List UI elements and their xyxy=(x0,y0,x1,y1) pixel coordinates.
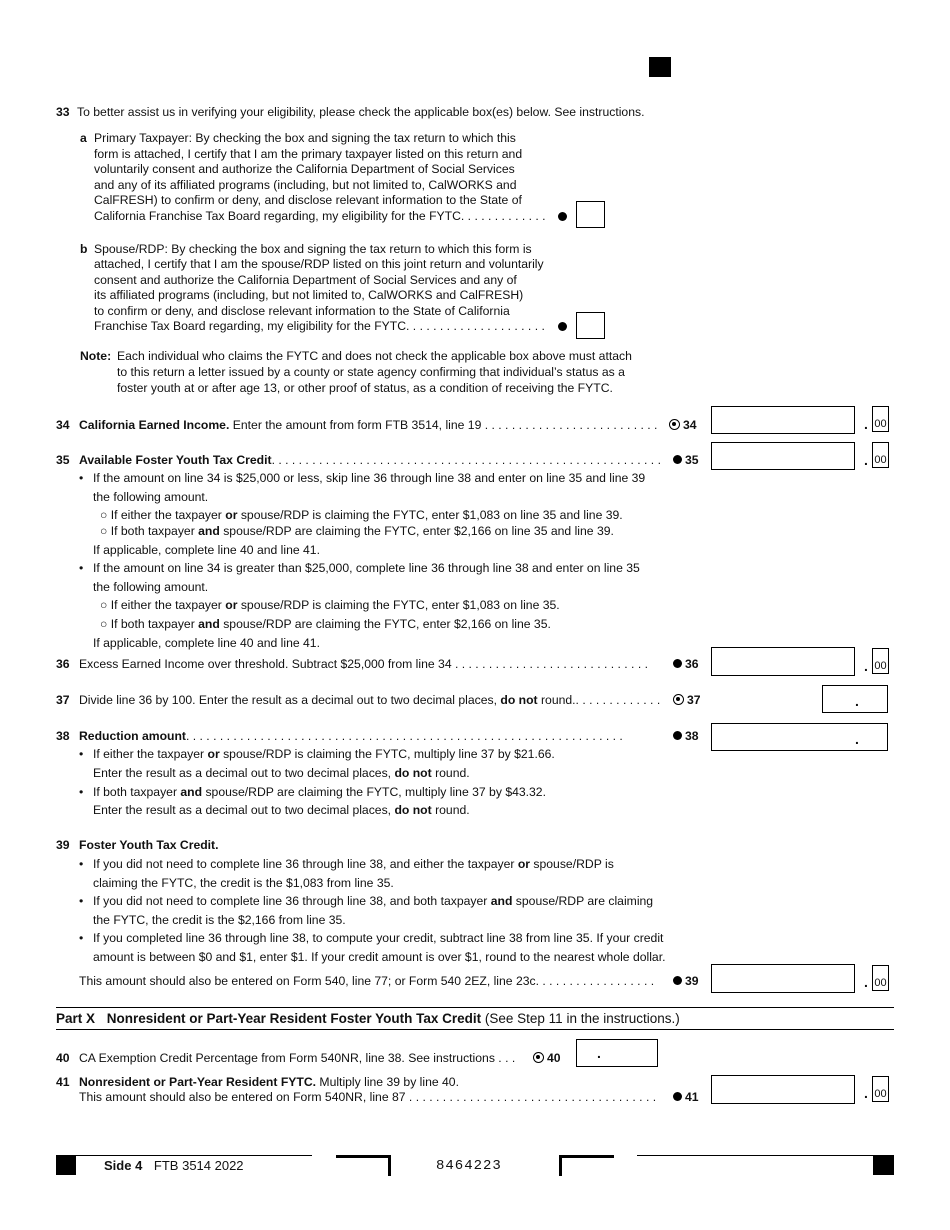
line-35-cents: 00 xyxy=(872,442,889,468)
line-35-sub-1: ○ If either the taxpayer or spouse/RDP is claiming the FYTC, enter $1,083 on line 35 and line 39. xyxy=(100,508,623,522)
line-34-desc: Enter the amount from form FTB 3514, line 19 . . . . . . . . . . . . . . . . . . . . . . . . . . xyxy=(229,418,658,432)
line-35-if-applicable-2: If applicable, complete line 40 and line 41. xyxy=(93,636,320,650)
footer-bracket-right-side xyxy=(559,1155,562,1176)
line-38-b2-line-1: If both taxpayer and spouse/RDP are claiming the FYTC, multiply line 37 by $43.32. xyxy=(93,785,546,799)
line-38-b1-line-1: If either the taxpayer or spouse/RDP is claiming the FYTC, multiply line 37 by $21.66. xyxy=(93,747,555,761)
line-35-title: Available Foster Youth Tax Credit xyxy=(79,453,272,467)
line-38-b2-line-2: Enter the result as a decimal out to two decimal places, do not round. xyxy=(93,803,470,817)
footer-right-rule xyxy=(637,1155,873,1156)
line-35-text xyxy=(79,453,661,468)
part-x-bottom-rule xyxy=(56,1029,894,1030)
footer-bracket-left-side xyxy=(388,1155,391,1176)
line-39-cents: 00 xyxy=(872,965,889,991)
line-39-b1-line-2: claiming the FYTC, the credit is the $1,083 from line 35. xyxy=(93,876,394,890)
line-33b-checkbox[interactable] xyxy=(576,312,605,339)
line-33a-checkbox[interactable] xyxy=(576,201,605,228)
line-37-number: 37 xyxy=(56,693,70,707)
footer-form-info xyxy=(104,1158,244,1173)
line-33a-text-1: Primary Taxpayer: By checking the box and signing the tax return to which this xyxy=(94,131,516,145)
line-38-text xyxy=(79,729,623,744)
line-38-bullet-2: • xyxy=(79,785,84,799)
line-33-text: To better assist us in verifying your eligibility, please check the applicable box(es) below. See instructions. xyxy=(77,105,645,119)
line-41-number: 41 xyxy=(56,1075,70,1089)
line-33a-text-6: California Franchise Tax Board regarding, my eligibility for the FYTC. . . . . . . . . . . . . xyxy=(94,209,546,223)
line-41-title: Nonresident or Part-Year Resident FYTC. xyxy=(79,1075,317,1089)
line-39-b3-line-1: If you completed line 36 through line 38, to compute your credit, subtract line 38 from line 35. If your credit xyxy=(93,931,664,945)
line-34-title: California Earned Income. xyxy=(79,418,230,432)
line-35-dots: . . . . . . . . . . . . . . . . . . . . . . . . . . . . . . . . . . . . . . . . . . . . . . . . . . . . . . . . . . xyxy=(271,453,661,467)
line-35-decimal: . xyxy=(864,452,868,468)
line-40-text: CA Exemption Credit Percentage from Form 540NR, line 38. See instructions . . . xyxy=(79,1051,516,1065)
line-34-cents: 00 xyxy=(872,406,889,432)
footer-left-mark xyxy=(56,1155,76,1175)
line-39-title: Foster Youth Tax Credit. xyxy=(79,838,219,852)
line-35-b1-line-1: If the amount on line 34 is $25,000 or less, skip line 36 through line 38 and enter on line 35 and line 39 xyxy=(93,471,646,485)
note-text-3: foster youth at or after age 13, or other proof of status, as a condition of receiving the FYTC. xyxy=(117,381,613,395)
line-38-ref: 38 xyxy=(673,729,699,743)
line-41-ref: 41 xyxy=(673,1090,699,1104)
line-34-number: 34 xyxy=(56,418,70,432)
line-35-number: 35 xyxy=(56,453,70,467)
line-37-decimal-point: . xyxy=(855,693,859,709)
line-39-bullet-1: • xyxy=(79,857,84,871)
line-33-number: 33 xyxy=(56,105,70,119)
line-39-bullet-3: • xyxy=(79,931,84,945)
note-label: Note: xyxy=(80,349,112,363)
line-35-sub-4: ○ If both taxpayer and spouse/RDP are claiming the FYTC, enter $2,166 on line 35. xyxy=(100,617,551,631)
footer-bracket-left-top xyxy=(336,1155,391,1158)
line-34-ref: 34 xyxy=(669,418,697,432)
footer-side: Side 4 xyxy=(104,1158,143,1173)
line-39-amount-input[interactable] xyxy=(711,964,855,993)
footer-left-rule xyxy=(76,1155,312,1156)
line-41-cents: 00 xyxy=(872,1076,889,1102)
footer-form: FTB 3514 2022 xyxy=(153,1158,244,1173)
line-35-ref: 35 xyxy=(673,453,699,467)
line-33a-label: a xyxy=(80,131,87,145)
line-37-ref: 37 xyxy=(673,693,701,707)
line-41-decimal: . xyxy=(864,1085,868,1101)
line-39-decimal: . xyxy=(864,974,868,990)
line-36-text: Excess Earned Income over threshold. Subtract $25,000 from line 34 . . . . . . . . . . . . . . . . . . . . . . . . . . . . . xyxy=(79,657,648,671)
footer-bracket-right-top xyxy=(559,1155,614,1158)
line-33b-text-6: Franchise Tax Board regarding, my eligibility for the FYTC. . . . . . . . . . . . . . . . . . . . . xyxy=(94,319,545,333)
line-38-bullet-1: • xyxy=(79,747,84,761)
line-39-number: 39 xyxy=(56,838,70,852)
line-35-if-applicable-1: If applicable, complete line 40 and line 41. xyxy=(93,543,320,557)
part-x-note: (See Step 11 in the instructions.) xyxy=(481,1011,680,1026)
line-38-title: Reduction amount xyxy=(79,729,186,743)
line-35-b2-line-2: the following amount. xyxy=(93,580,209,594)
line-34-decimal: . xyxy=(864,416,868,432)
line-39-b3-line-2: amount is between $0 and $1, enter $1. If your credit amount is over $1, round to the nearest whole dollar. xyxy=(93,950,666,964)
part-x-top-rule xyxy=(56,1007,894,1008)
line-35-b1-line-2: the following amount. xyxy=(93,490,209,504)
line-40-decimal-point: . xyxy=(597,1045,601,1061)
line-39-ref: 39 xyxy=(673,974,699,988)
line-40-percentage-input[interactable] xyxy=(576,1039,658,1067)
line-34-text xyxy=(79,418,657,433)
line-33a-bullet xyxy=(558,210,570,224)
line-38-number: 38 xyxy=(56,729,70,743)
line-38-b1-line-2: Enter the result as a decimal out to two decimal places, do not round. xyxy=(93,766,470,780)
line-33b-bullet xyxy=(558,320,570,334)
footer-right-mark xyxy=(873,1155,894,1175)
line-41-text-1: Nonresident or Part-Year Resident FYTC. Multiply line 39 by line 40. xyxy=(79,1075,459,1089)
line-38-decimal-point: . xyxy=(855,731,859,747)
line-40-number: 40 xyxy=(56,1051,70,1065)
line-37-text: Divide line 36 by 100. Enter the result as a decimal out to two decimal places, do not round.. . . . . . . . . . . . . xyxy=(79,693,661,707)
footer-code: 8464223 xyxy=(436,1158,502,1174)
note-text-2: to this return a letter issued by a county or state agency confirming that individual’s status as a xyxy=(117,365,625,379)
line-39-b2-line-2: the FYTC, the credit is the $2,166 from line 35. xyxy=(93,913,346,927)
part-x-header xyxy=(56,1011,680,1026)
line-35-sub-2: ○ If both taxpayer and spouse/RDP are claiming the FYTC, enter $2,166 on line 35 and line 39. xyxy=(100,524,614,538)
line-33a-text-5: CalFRESH) to confirm or deny, and disclose relevant information to the State of xyxy=(94,193,522,207)
line-40-ref: 40 xyxy=(533,1051,561,1065)
line-35-sub-3: ○ If either the taxpayer or spouse/RDP is claiming the FYTC, enter $1,083 on line 35. xyxy=(100,598,560,612)
line-33b-text-1: Spouse/RDP: By checking the box and signing the tax return to which this form is xyxy=(94,242,532,256)
line-33b-text-3: consent and authorize the California Department of Social Services and any of xyxy=(94,273,517,287)
line-36-amount-input[interactable] xyxy=(711,647,855,676)
line-35-amount-input[interactable] xyxy=(711,442,855,470)
line-36-number: 36 xyxy=(56,657,70,671)
line-39-b2-line-1: If you did not need to complete line 36 through line 38, and both taxpayer and spouse/RDP are claiming xyxy=(93,894,654,908)
line-36-ref: 36 xyxy=(673,657,699,671)
line-35-bullet-1: • xyxy=(79,471,84,485)
line-34-amount-input[interactable] xyxy=(711,406,855,434)
line-39-bullet-2: • xyxy=(79,894,84,908)
line-33b-text-4: its affiliated programs (including, but not limited to, CalWORKS and CalFRESH) xyxy=(94,288,524,302)
line-38-dots: . . . . . . . . . . . . . . . . . . . . . . . . . . . . . . . . . . . . . . . . . . . . . . . . . . . . . . . . . . . . . . . . . xyxy=(185,729,623,743)
line-36-decimal: . xyxy=(864,658,868,674)
registration-mark xyxy=(649,57,671,77)
part-x-title: Nonresident or Part-Year Resident Foster Youth Tax Credit xyxy=(106,1011,482,1026)
line-36-cents: 00 xyxy=(872,648,889,674)
note-text-1: Each individual who claims the FYTC and does not check the applicable box above must attach xyxy=(117,349,632,363)
line-41-amount-input[interactable] xyxy=(711,1075,855,1104)
line-33b-text-2: attached, I certify that I am the spouse/RDP listed on this joint return and voluntarily xyxy=(94,257,544,271)
part-x-label: Part X xyxy=(56,1011,96,1026)
line-33a-text-2: form is attached, I certify that I am the primary taxpayer listed on this return and xyxy=(94,147,523,161)
line-35-bullet-2: • xyxy=(79,561,84,575)
line-33a-text-3: voluntarily consent and authorize the California Department of Social Services xyxy=(94,162,515,176)
line-39-final-text: This amount should also be entered on Form 540, line 77; or Form 540 2EZ, line 23c. . . . . . . . . . . . . . . . . . xyxy=(79,974,655,988)
line-38-amount-input[interactable] xyxy=(711,723,888,751)
line-33a-text-4: and any of its affiliated programs (including, but not limited to, CalWORKS and xyxy=(94,178,517,192)
line-35-b2-line-1: If the amount on line 34 is greater than $25,000, complete line 36 through line 38 and enter on line 35 xyxy=(93,561,640,575)
line-41-text-2: This amount should also be entered on Form 540NR, line 87 . . . . . . . . . . . . . . . . . . . . . . . . . . . . . . . . . . . . . xyxy=(79,1090,657,1104)
line-33b-text-5: to confirm or deny, and disclose relevant information to the State of California xyxy=(94,304,510,318)
line-33b-label: b xyxy=(80,242,88,256)
line-39-b1-line-1: If you did not need to complete line 36 through line 38, and either the taxpayer or spouse/RDP is xyxy=(93,857,614,871)
